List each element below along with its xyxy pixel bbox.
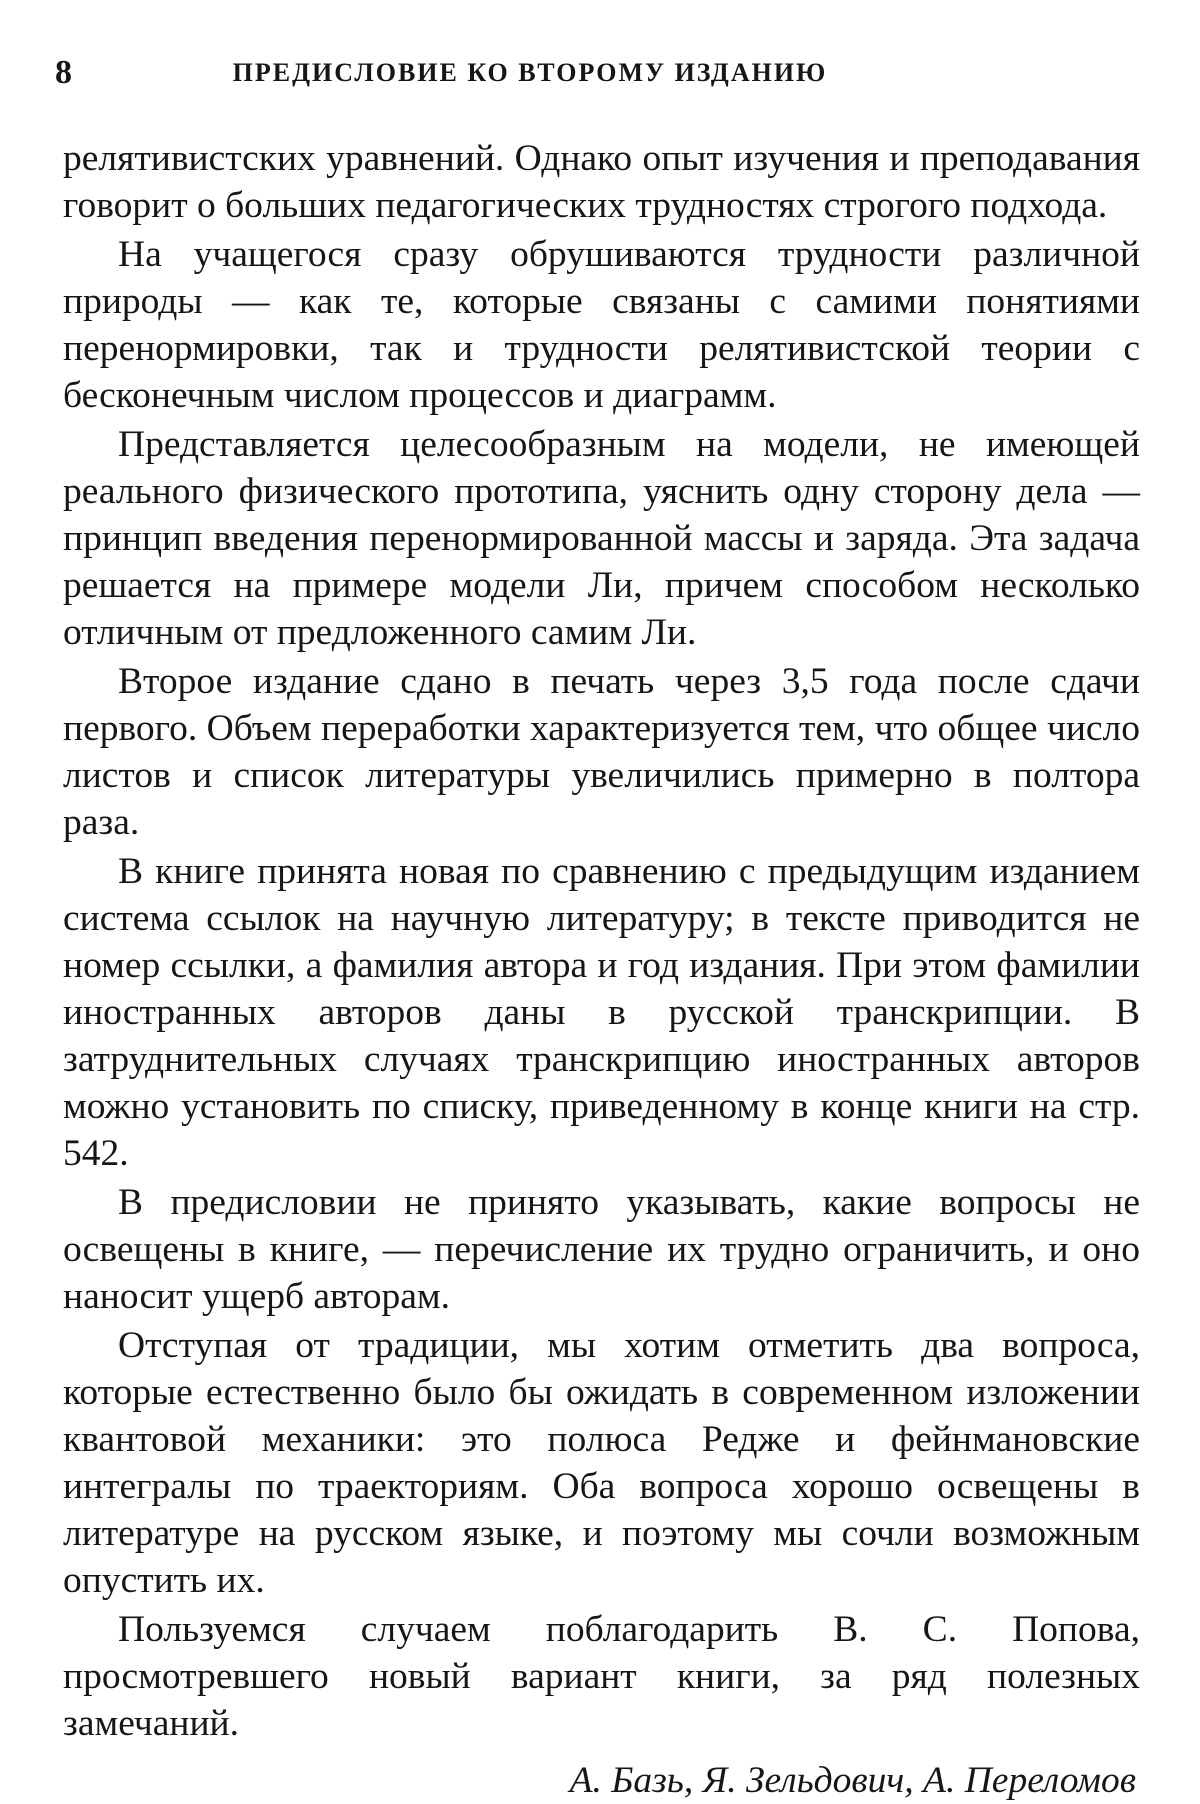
paragraph: релятивистских уравнений. Однако опыт изучения и преподавания говорит о больших педагогических трудностях строгого подхода. [63,138,1140,226]
page-number: 8 [55,54,72,91]
paragraph: В книге принята новая по сравнению с предыдущим изданием система ссылок на научную литературу; в тексте приводится не номер ссылки, а фамилия автора и год издания. При этом фамилии иностранных авторов даны в русской транскрипции. В затруднительных случаях транскрипцию иностранных авторов можно установить по списку, приведенному в конце книги на стр. 542. [63,851,1140,1174]
paragraph: Второе издание сдано в печать через 3,5 года после сдачи первого. Объем переработки характеризуется тем, что общее число листов и список литературы увеличились примерно в полтора раза. [63,661,1140,843]
authors-signature: А. Базь, Я. Зельдович, А. Переломов [569,1760,1136,1801]
paragraph: Отступая от традиции, мы хотим отметить два вопроса, которые естественно было бы ожидать в современном изложении квантовой механики: это полюса Редже и фейнмановские интегралы по траекториям. Оба вопроса хорошо освещены в литературе на русском языке, и поэтому мы сочли возможным опустить их. [63,1325,1140,1601]
paragraph: В предисловии не принято указывать, какие вопросы не освещены в книге, — перечисление их трудно ограничить, и оно наносит ущерб авторам. [63,1182,1140,1317]
page-header [55,48,1145,98]
paragraph: Представляется целесообразным на модели, не имеющей реального физического прототипа, уяснить одну сторону дела — принцип введения перенормированной массы и заряда. Эта задача решается на примере модели Ли, причем способом несколько отличным от предложенного самим Ли. [63,424,1140,653]
page-body [63,135,1140,1804]
running-title: ПРЕДИСЛОВИЕ КО ВТОРОМУ ИЗДАНИЮ [232,58,828,87]
paragraph: На учащегося сразу обрушиваются трудности различной природы — как те, которые связаны с самими понятиями перенормировки, так и трудности релятивистской теории с бесконечным числом процессов и диаграмм. [63,234,1140,416]
paragraph: Пользуемся случаем поблагодарить В. С. Попова, просмотревшего новый вариант книги, за ряд полезных замечаний. [63,1609,1140,1744]
